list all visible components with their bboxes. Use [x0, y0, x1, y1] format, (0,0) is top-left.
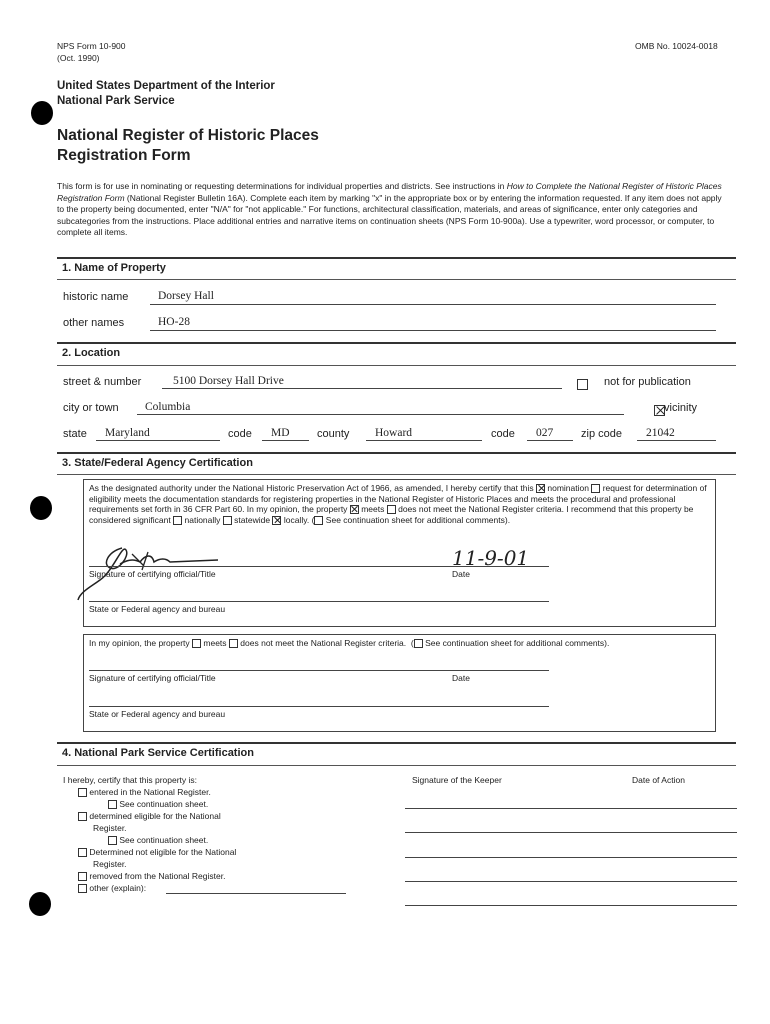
nomination-label: nomination	[547, 483, 589, 493]
keeper-line-1	[405, 808, 737, 809]
statewide-checkbox[interactable]	[223, 516, 232, 525]
street-value[interactable]: 5100 Dorsey Hall Drive	[173, 375, 284, 387]
state-line	[96, 440, 220, 441]
opinion-continuation-label: See continuation sheet for additional comments).	[425, 638, 610, 648]
section4-top-rule	[57, 742, 736, 744]
county-value[interactable]: Howard	[375, 427, 413, 439]
opinion-continuation-checkbox[interactable]	[414, 639, 423, 648]
omb-number: OMB No. 10024-0018	[635, 41, 718, 51]
other-names-value[interactable]: HO-28	[158, 316, 190, 328]
historic-name-value[interactable]: Dorsey Hall	[158, 290, 214, 302]
nationally-checkbox[interactable]	[173, 516, 182, 525]
entered-checkbox[interactable]	[78, 788, 87, 797]
zip-value[interactable]: 21042	[646, 427, 675, 439]
binder-hole-top	[31, 101, 53, 125]
nps-item-continuation-2	[108, 835, 208, 846]
opinion-does-not-meet-checkbox[interactable]	[229, 639, 238, 648]
instructions-text-b: (National Register Bulletin 16A). Complete each item by marking "x" in the appropriate box or by entering the information requested. If any item does not apply to the property being documented, enter "N/A" for "not applicable." For functions, architectural classification, materials, and areas of significance, enter only categories and subcategories from the instructions. Place additional entries and narrative items on continuation sheets (NPS Form 10-900a). Use a typewriter, word processor, or computer, to complete all items.	[57, 192, 722, 237]
other-names-line	[150, 330, 716, 331]
instructions-paragraph	[57, 181, 725, 239]
opinion-text: In my opinion, the property	[89, 638, 190, 648]
section4-bottom-rule	[57, 765, 736, 766]
instructions-title: How to Complete the National Register of Historic Places Registration Form	[57, 181, 722, 203]
section1-top-rule	[57, 257, 736, 259]
date2-label: Date	[452, 673, 470, 683]
state-code-label: code	[228, 428, 252, 440]
certification-paragraph	[89, 483, 709, 525]
continuation-checkbox[interactable]	[311, 514, 323, 525]
section1-bottom-rule	[57, 279, 736, 280]
removed-label: removed from the National Register.	[89, 871, 226, 881]
signature2-label: Signature of certifying official/Title	[89, 673, 216, 683]
agency-line	[89, 601, 549, 602]
state-code-value[interactable]: MD	[271, 427, 290, 439]
nps-item-eligible	[78, 811, 221, 822]
form-title-line2: Registration Form	[57, 147, 191, 164]
section1-heading: 1. Name of Property	[62, 262, 166, 274]
other-checkbox[interactable]	[78, 884, 87, 893]
nps-item-not-eligible	[78, 847, 236, 858]
nomination-checkbox[interactable]	[536, 484, 545, 493]
locally-checkbox[interactable]	[272, 516, 281, 525]
keeper-line-4	[405, 881, 737, 882]
form-number: NPS Form 10-900	[57, 41, 126, 51]
certification-text-d: See continuation sheet for additional comments).	[325, 514, 511, 525]
state-label: state	[63, 428, 87, 440]
city-line	[137, 414, 624, 415]
opinion-line: In my opinion, the property meets does not meet the National Register criteria. ( See continuation sheet for additional comments).	[89, 638, 610, 648]
meets-checkbox[interactable]	[350, 505, 359, 514]
eligible-label-line2: Register.	[93, 823, 127, 833]
nps-item-other	[78, 883, 146, 894]
binder-hole-bottom	[29, 892, 51, 916]
department-name: United States Department of the Interior	[57, 80, 275, 92]
nps-item-removed	[78, 871, 225, 882]
opinion-does-not-meet-label: does not meet the National Register criteria.	[240, 638, 407, 648]
zip-line	[637, 440, 716, 441]
county-code-label: code	[491, 428, 515, 440]
eligible-label: determined eligible for the National	[89, 811, 221, 821]
other-label: other (explain):	[89, 883, 147, 893]
certification-text-c: not meet the National Register criteria. I recommend that this property be considered significant	[89, 504, 694, 525]
section3-heading: 3. State/Federal Agency Certification	[62, 457, 253, 469]
keeper-line-5	[405, 905, 737, 906]
continuation1-checkbox[interactable]	[108, 800, 117, 809]
other-explain-line	[166, 893, 346, 894]
signature-date-value[interactable]: 11-9-01	[452, 546, 530, 570]
historic-name-label: historic name	[63, 291, 129, 303]
section3-top-rule	[57, 452, 736, 454]
keeper-line-2	[405, 832, 737, 833]
street-line	[162, 388, 562, 389]
continuation1-label: See continuation sheet.	[119, 799, 209, 809]
agency2-line	[89, 706, 549, 707]
nps-item-entered	[78, 787, 211, 798]
not-for-publication-checkbox[interactable]	[577, 379, 588, 390]
does-not-meet-checkbox[interactable]	[387, 505, 396, 514]
request-checkbox[interactable]	[591, 484, 600, 493]
keeper-line-3	[405, 857, 737, 858]
nps-item-continuation-1	[108, 799, 208, 810]
section3-bottom-rule	[57, 474, 736, 475]
section2-heading: 2. Location	[62, 347, 121, 359]
county-line	[366, 440, 482, 441]
agency2-label: State or Federal agency and bureau	[89, 709, 226, 719]
historic-name-line	[150, 304, 716, 305]
section4-heading: 4. National Park Service Certification	[62, 747, 254, 759]
opinion-meets-label: meets	[203, 638, 227, 648]
eligible-checkbox[interactable]	[78, 812, 87, 821]
nps-intro: I hereby, certify that this property is:	[63, 775, 198, 785]
opinion-meets-checkbox[interactable]	[192, 639, 201, 648]
section2-top-rule	[57, 342, 736, 344]
zip-label: zip code	[581, 428, 622, 440]
agency-label: State or Federal agency and bureau	[89, 604, 226, 614]
nationally-label: nationally	[184, 514, 221, 525]
keeper-label: Signature of the Keeper	[412, 775, 502, 785]
open-paren: (	[311, 514, 315, 525]
signature2-line	[89, 670, 549, 671]
form-title-line1: National Register of Historic Places	[57, 127, 319, 144]
certification-text-b: request for determination of eligibility meets the documentation standards for registering properties in the National Register of Historic Places and meets the procedural and professional requirements set forth in 36 CFR Part 60. In my opinion, the property	[89, 483, 707, 514]
not-eligible-label-line2: Register.	[93, 859, 127, 869]
signature-label: Signature of certifying official/Title	[89, 569, 216, 579]
removed-checkbox[interactable]	[78, 872, 87, 881]
street-label: street & number	[63, 376, 142, 388]
meets-label: meets	[361, 504, 385, 514]
other-names-label: other names	[63, 317, 125, 329]
continuation2-checkbox[interactable]	[108, 836, 117, 845]
county-code-line	[527, 440, 573, 441]
continuation2-label: See continuation sheet.	[119, 835, 209, 845]
service-name: National Park Service	[57, 95, 175, 107]
locally-label: locally.	[283, 514, 310, 525]
city-label: city or town	[63, 402, 119, 414]
section2-bottom-rule	[57, 365, 736, 366]
form-date: (Oct. 1990)	[57, 53, 100, 63]
city-value[interactable]: Columbia	[145, 401, 191, 413]
not-eligible-checkbox[interactable]	[78, 848, 87, 857]
date-label: Date	[452, 569, 470, 579]
binder-hole-middle	[30, 496, 52, 520]
state-code-line	[262, 440, 309, 441]
signature-line	[89, 566, 549, 567]
statewide-label: statewide	[234, 514, 271, 525]
action-date-label: Date of Action	[632, 775, 685, 785]
county-code-value[interactable]: 027	[536, 427, 554, 439]
does-label: does	[398, 504, 417, 514]
county-label: county	[317, 428, 350, 440]
not-eligible-label: Determined not eligible for the National	[89, 847, 237, 857]
vicinity-label: vicinity	[664, 402, 698, 414]
certification-text-a: As the designated authority under the National Historic Preservation Act of 1966, as amended, I hereby certify that this	[89, 483, 534, 493]
state-value[interactable]: Maryland	[105, 427, 150, 439]
entered-label: entered in the National Register.	[89, 787, 211, 797]
instructions-text-a: This form is for use in nominating or requesting determinations for individual properties and districts. See instructions in	[57, 181, 507, 191]
not-for-publication-label: not for publication	[604, 376, 691, 388]
